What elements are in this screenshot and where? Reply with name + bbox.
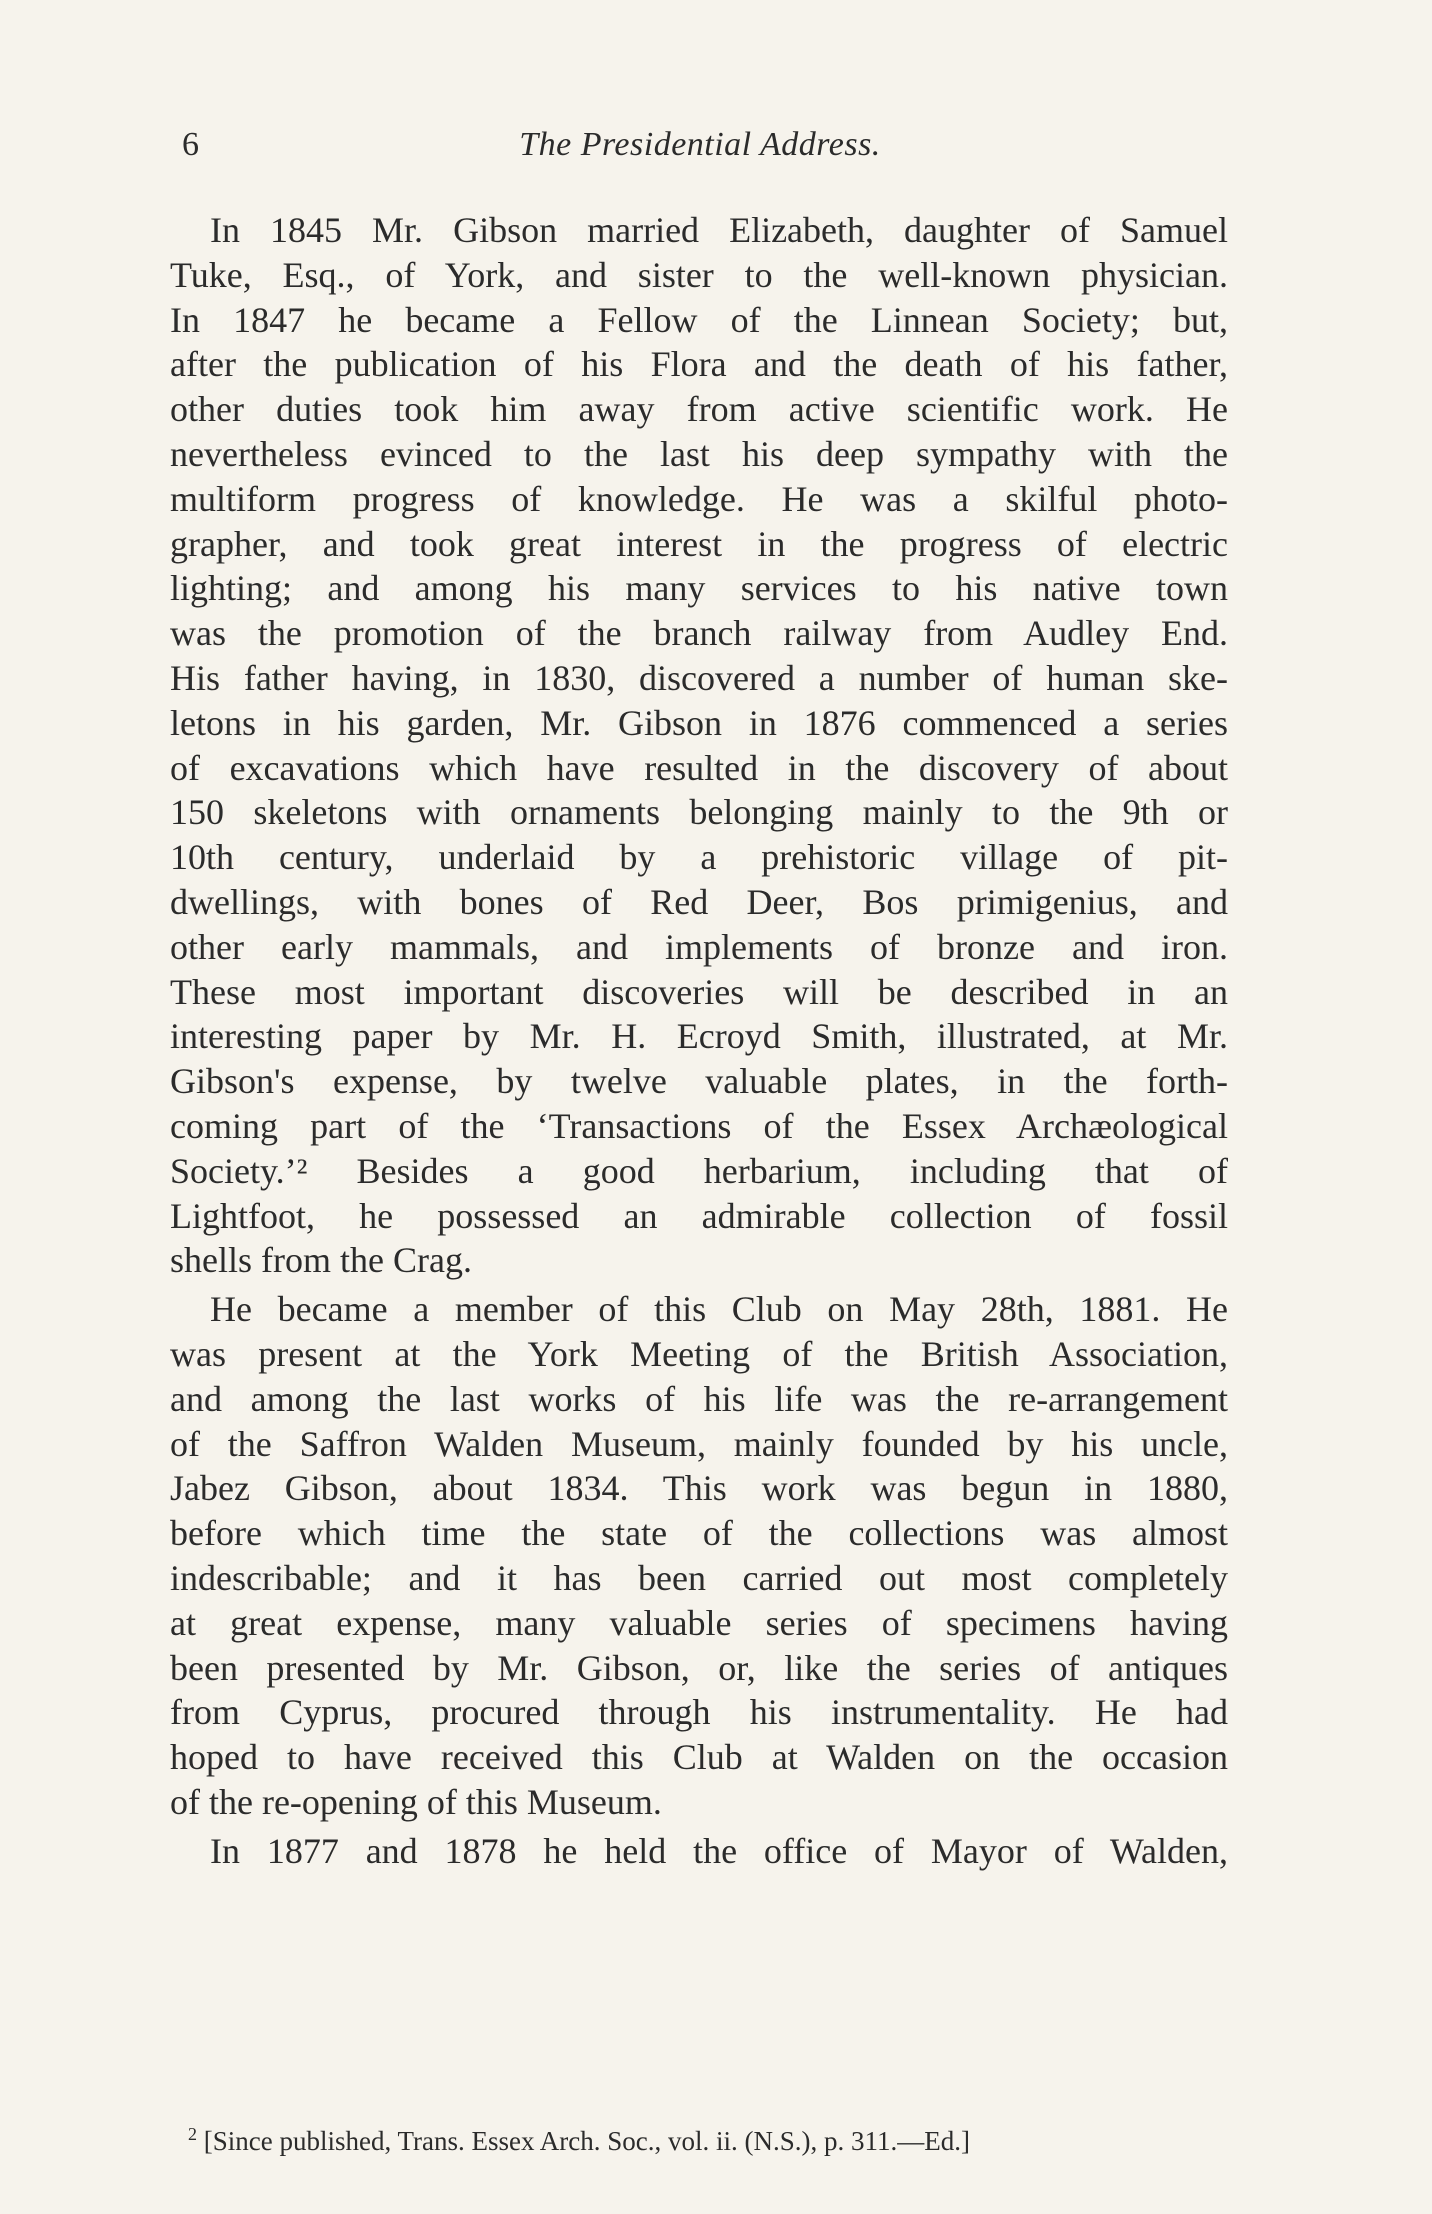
text-line: been presented by Mr. Gibson, or, like the series of antiques — [170, 1647, 1228, 1688]
footnote-marker: 2 — [188, 2124, 197, 2144]
text-line: before which time the state of the collections was almost — [170, 1513, 1228, 1554]
text-line: at great expense, many valuable series of specimens having — [170, 1602, 1228, 1643]
text-line: of the re-opening of this Museum. — [170, 1781, 662, 1822]
text-line: dwellings, with bones of Red Deer, Bos primigenius, and — [170, 881, 1228, 922]
text-line: Jabez Gibson, about 1834. This work was begun in 1880, — [170, 1468, 1228, 1509]
text-line: from Cyprus, procured through his instrumentality. He had — [170, 1692, 1228, 1733]
footnote-text: [Since published, Trans. Essex Arch. Soc., vol. ii. (N.S.), p. 311.—Ed.] — [203, 2126, 970, 2156]
text-line: In 1845 Mr. Gibson married Elizabeth, daughter of Samuel — [210, 210, 1228, 250]
text-line: 150 skeletons with ornaments belonging mainly to the 9th or — [170, 792, 1228, 833]
text-line: Tuke, Esq., of York, and sister to the well-known physician. — [170, 254, 1228, 295]
text-line: His father having, in 1830, discovered a number of human ske- — [170, 657, 1228, 698]
text-line: In 1847 he became a Fellow of the Linnean Society; but, — [170, 299, 1228, 340]
text-line: other duties took him away from active scientific work. He — [170, 389, 1228, 430]
text-line: was present at the York Meeting of the British Association, — [170, 1333, 1228, 1374]
footnote — [188, 2116, 1228, 2159]
text-line: interesting paper by Mr. H. Ecroyd Smith, illustrated, at Mr. — [170, 1016, 1228, 1057]
paragraph — [170, 1287, 1228, 1825]
body-text — [170, 208, 1228, 1873]
text-line: was the promotion of the branch railway from Audley End. — [170, 613, 1228, 654]
text-line: of the Saffron Walden Museum, mainly founded by his uncle, — [170, 1423, 1228, 1464]
text-line: He became a member of this Club on May 28th, 1881. He — [210, 1289, 1228, 1330]
text-line: of excavations which have resulted in the discovery of about — [170, 747, 1228, 788]
text-line: shells from the Crag. — [170, 1240, 472, 1281]
text-line: after the publication of his Flora and the death of his father, — [170, 344, 1228, 385]
running-title: The Presidential Address. — [519, 126, 881, 163]
text-line: In 1877 and 1878 he held the office of Mayor of Walden, — [210, 1830, 1228, 1871]
text-line: Lightfoot, he possessed an admirable collection of fossil — [170, 1195, 1228, 1236]
text-line: multiform progress of knowledge. He was a skilful photo- — [170, 478, 1228, 519]
text-line: lighting; and among his many services to his native town — [170, 568, 1228, 609]
text-line: nevertheless evinced to the last his deep sympathy with the — [170, 433, 1228, 474]
page-header — [170, 126, 1230, 176]
text-line: other early mammals, and implements of bronze and iron. — [170, 926, 1228, 967]
paragraph — [170, 208, 1228, 1283]
page-number: 6 — [182, 126, 199, 163]
text-line: coming part of the ‘Transactions of the Essex Archæological — [170, 1105, 1228, 1146]
text-line: hoped to have received this Club at Walden on the occasion — [170, 1737, 1228, 1778]
text-line: These most important discoveries will be described in an — [170, 971, 1228, 1012]
text-line: letons in his garden, Mr. Gibson in 1876 commenced a series — [170, 702, 1228, 743]
paragraph — [170, 1829, 1228, 1874]
text-line: 10th century, underlaid by a prehistoric village of pit- — [170, 837, 1228, 878]
text-line: and among the last works of his life was the re-arrangement — [170, 1378, 1228, 1419]
text-line: indescribable; and it has been carried out most completely — [170, 1557, 1228, 1598]
text-line: Gibson's expense, by twelve valuable plates, in the forth- — [170, 1061, 1228, 1102]
text-line: Society.’² Besides a good herbarium, including that of — [170, 1150, 1228, 1191]
text-line: grapher, and took great interest in the progress of electric — [170, 523, 1228, 564]
